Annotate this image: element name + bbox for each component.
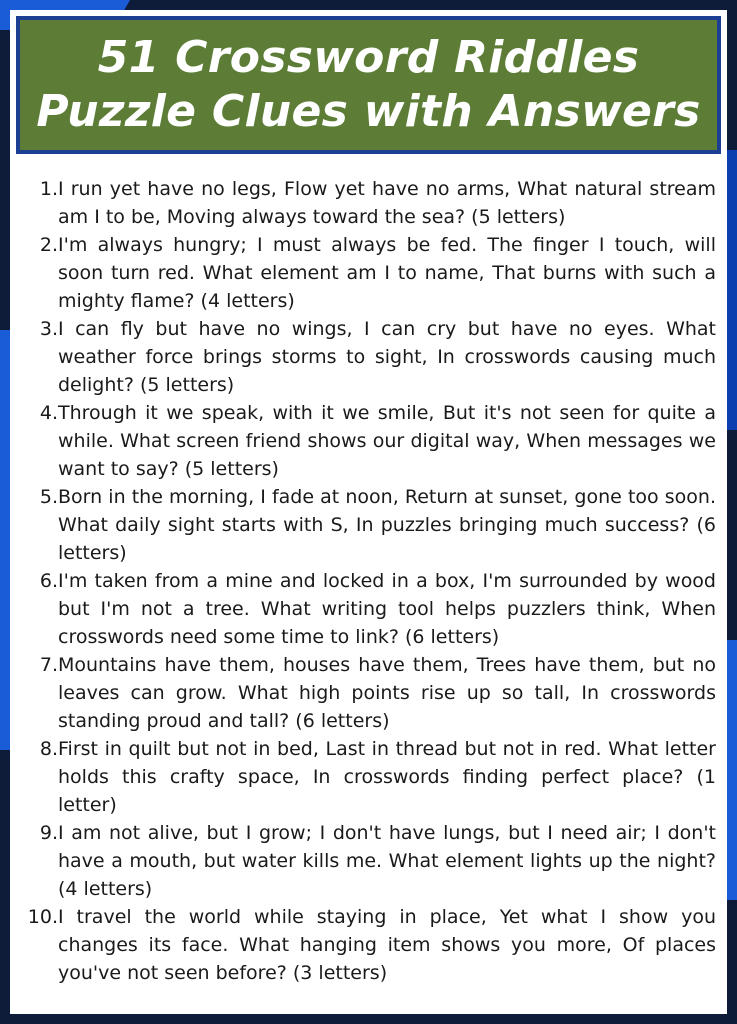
content-card [10, 10, 727, 1014]
riddle-number: 2. [39, 234, 58, 256]
riddle-text: I can fly but have no wings, I can cry but have no eyes. What weather force brings storms to sight, In crosswords causing much delight? (5 letters) [58, 318, 716, 396]
riddle-list [18, 175, 718, 987]
riddle-number: 4. [39, 402, 58, 424]
riddle-number: 1. [39, 178, 58, 200]
riddle-item [18, 175, 718, 231]
riddle-text: Born in the morning, I fade at noon, Return at sunset, gone too soon. What daily sight starts with S, In puzzles bringing much success? (6 letters) [58, 486, 716, 564]
riddle-item [18, 231, 718, 315]
riddle-text: Mountains have them, houses have them, Trees have them, but no leaves can grow. What high points rise up so tall, In crosswords standing proud and tall? (6 letters) [58, 654, 716, 732]
title-line-2: Puzzle Clues with Answers [36, 86, 701, 137]
riddle-text: Through it we speak, with it we smile, But it's not seen for quite a while. What screen friend shows our digital way, When messages we want to say? (5 letters) [58, 402, 716, 480]
riddle-number: 8. [39, 738, 58, 760]
riddle-item [18, 735, 718, 819]
riddle-number: 10. [27, 906, 58, 928]
riddle-item [18, 399, 718, 483]
riddle-item [18, 819, 718, 903]
title-line-1: 51 Crossword Riddles [97, 32, 640, 83]
riddle-item [18, 483, 718, 567]
riddle-item [18, 567, 718, 651]
riddle-item [18, 903, 718, 987]
riddle-number: 5. [39, 486, 58, 508]
riddle-text: I am not alive, but I grow; I don't have lungs, but I need air; I don't have a mouth, but water kills me. What element lights up the night? (4 letters) [58, 822, 716, 900]
riddle-text: I travel the world while staying in place, Yet what I show you changes its face. What hanging item shows you more, Of places you've not seen before? (3 letters) [58, 906, 716, 984]
title-banner [16, 16, 721, 154]
riddle-text: I'm always hungry; I must always be fed. The finger I touch, will soon turn red. What element am I to name, That burns with such a mighty flame? (4 letters) [58, 234, 716, 312]
riddle-number: 6. [39, 570, 58, 592]
riddle-text: I run yet have no legs, Flow yet have no arms, What natural stream am I to be, Moving always toward the sea? (5 letters) [58, 178, 716, 228]
riddle-text: I'm taken from a mine and locked in a box, I'm surrounded by wood but I'm not a tree. What writing tool helps puzzlers think, When crosswords need some time to link? (6 letters) [58, 570, 716, 648]
riddle-text: First in quilt but not in bed, Last in thread but not in red. What letter holds this crafty space, In crosswords finding perfect place? (1 letter) [58, 738, 716, 816]
riddle-item [18, 651, 718, 735]
riddle-number: 9. [39, 822, 58, 844]
riddle-item [18, 315, 718, 399]
riddle-number: 3. [39, 318, 58, 340]
riddle-number: 7. [39, 654, 58, 676]
background-accent-right-top [727, 150, 737, 430]
